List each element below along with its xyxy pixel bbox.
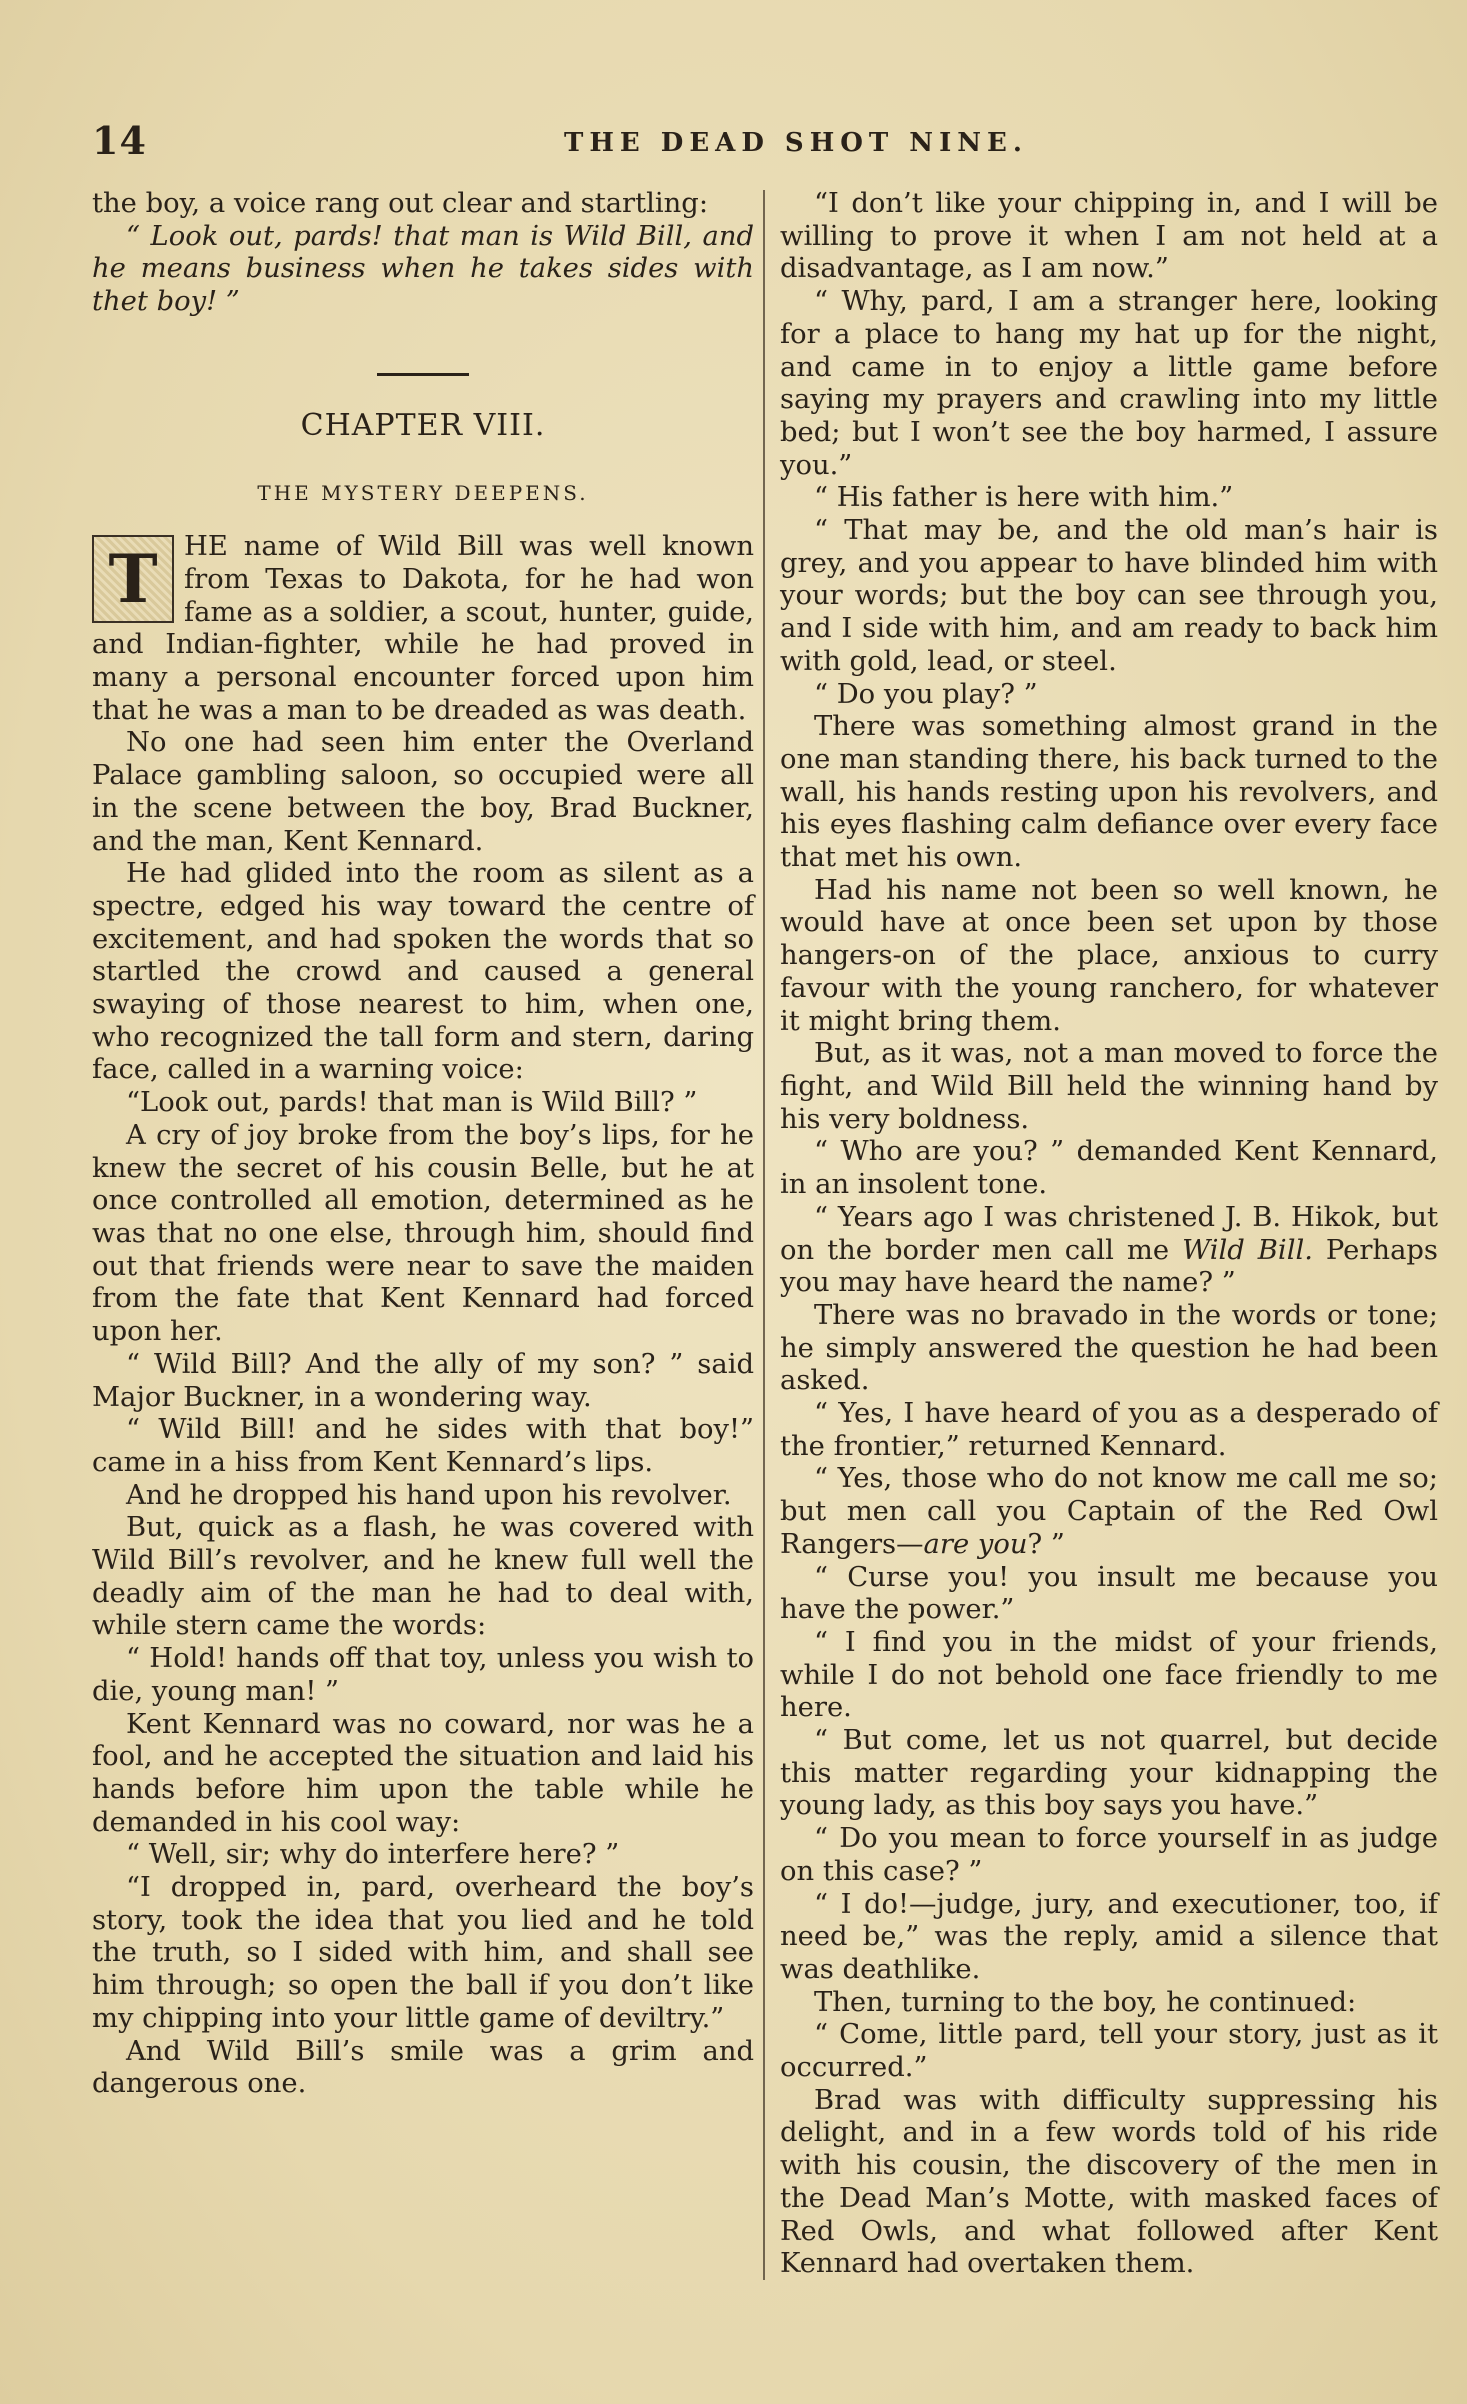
right-column xyxy=(780,188,1438,2281)
paragraph: “ Wild Bill? And the ally of my son? ” said Major Buckner, in a wondering way. xyxy=(92,1348,754,1413)
paragraph: “Look out, pards! that man is Wild Bill? ” xyxy=(126,1087,698,1119)
paragraph: “ Do you play? ” xyxy=(814,678,1038,710)
paragraph: And he dropped his hand upon his revolver. xyxy=(126,1479,732,1511)
paragraph: There was something almost grand in the one man standing there, his back turned to the wall, his hands resting upon his revolvers, and his eyes flashing calm defiance over every face that met his own. xyxy=(780,711,1438,874)
paragraph: “I dropped in, pard, overheard the boy’s story, took the idea that you lied and he told the truth, so I sided with him, and shall see him through; so open the ball if you don’t like my chipping into your little game of deviltry.” xyxy=(92,1872,754,2034)
paragraph: “ Come, little pard, tell your story, just as it occurred.” xyxy=(780,2019,1438,2084)
paragraph: But, as it was, not a man moved to force the fight, and Wild Bill held the winning hand by his very boldness. xyxy=(780,1038,1438,1135)
paragraph: “ But come, let us not quarrel, but decide this matter regarding your kidnapping the young lady, as this boy says you have.” xyxy=(780,1725,1438,1822)
paragraph: Then, turning to the boy, he continued: xyxy=(814,1986,1357,2018)
opening-paragraph xyxy=(92,531,754,727)
left-column xyxy=(92,188,754,2101)
running-title: THE DEAD SHOT NINE. xyxy=(564,128,1028,158)
paragraph: the boy, a voice rang out clear and startling: xyxy=(92,188,709,219)
text-run: ? ” xyxy=(1027,1528,1065,1560)
paragraph: “ Curse you! you insult me because you have the power.” xyxy=(780,1561,1438,1626)
paragraph: And Wild Bill’s smile was a grim and dangerous one. xyxy=(92,2035,754,2100)
paragraph: HE name of Wild Bill was well known from Texas to Dakota, for he had won fame as a soldier, a scout, hunter, guide, and Indian-fighter, while he had proved in many a personal encounter forced upon him that he was a man to be dreaded as was death. xyxy=(92,531,754,726)
drop-cap: T xyxy=(92,535,174,623)
paragraph: “ Well, sir; why do interfere here? ” xyxy=(126,1839,620,1871)
paragraph: There was no bravado in the words or tone; he simply answered the question he had been asked. xyxy=(780,1299,1438,1397)
text-run: “ Yes, those who do not know me call me so; but men call you Captain of the Red Owl Rangers— xyxy=(780,1463,1438,1560)
italic-emphasis: are you xyxy=(923,1528,1028,1560)
paragraph: Kent Kennard was no coward, nor was he a fool, and he accepted the situation and laid his hands before him upon the table while he demanded in his cool way: xyxy=(92,1708,754,1838)
paragraph xyxy=(780,1202,1438,1300)
paragraph: “ Hold! hands off that toy, unless you wish to die, young man! ” xyxy=(92,1643,754,1707)
chapter-subtitle: THE MYSTERY DEEPENS. xyxy=(257,480,589,505)
paragraph xyxy=(780,1463,1438,1561)
paragraph: “ Wild Bill! and he sides with that boy!” came in a hiss from Kent Kennard’s lips. xyxy=(92,1414,754,1478)
italic-quote: “ Look out, pards! that man is Wild Bill, and he means business when he takes sides with thet boy! ” xyxy=(92,220,754,318)
page-header xyxy=(92,118,1432,168)
paragraph: “ Yes, I have heard of you as a desperado of the frontier,” returned Kennard. xyxy=(780,1398,1438,1462)
section-divider xyxy=(377,373,469,376)
paragraph: But, quick as a flash, he was covered with Wild Bill’s revolver, and he knew full well the deadly aim of the man he had to deal with, while stern came the words: xyxy=(92,1512,754,1642)
paragraph: No one had seen him enter the Overland Palace gambling saloon, so occupied were all in the scene between the boy, Brad Buckner, and the man, Kent Kennard. xyxy=(92,727,754,857)
paragraph: Had his name not been so well known, he would have at once been set upon by those hangers-on of the place, anxious to curry favour with the young ranchero, for whatever it might bring them. xyxy=(780,874,1438,1037)
paragraph: “ I do!—judge, jury, and executioner, too, if need be,” was the reply, amid a silence that was deathlike. xyxy=(780,1888,1438,1985)
paragraph: “ That may be, and the old man’s hair is grey, and you appear to have blinded him with your words; but the boy can see through you, and I side with him, and am ready to back him with gold, lead, or steel. xyxy=(780,515,1438,677)
italic-name: Wild Bill. xyxy=(1182,1234,1313,1266)
paragraph: Brad was with difficulty suppressing his delight, and in a few words told of his ride with his cousin, the discovery of the men in the Dead Man’s Motte, with masked faces of Red Owls, and what followed after Kent Kennard had overtaken them. xyxy=(780,2084,1438,2280)
paragraph: “ Who are you? ” demanded Kent Kennard, in an insolent tone. xyxy=(780,1136,1438,1201)
paragraph: “I don’t like your chipping in, and I will be willing to prove it when I am not held at a disadvantage, as I am now.” xyxy=(780,188,1438,285)
column-rule xyxy=(763,190,765,2280)
text-run: “ Years ago I was christened J. B. Hikok, but on the border men call me xyxy=(780,1201,1438,1266)
paragraph: “ His father is here with him.” xyxy=(814,482,1234,514)
paragraph: “ Why, pard, I am a stranger here, looking for a place to hang my hat up for the night, and came in to enjoy a little game before saying my prayers and crawling into my little bed; but I won’t see the boy harmed, I assure you.” xyxy=(780,286,1438,481)
chapter-title: CHAPTER VIII. xyxy=(300,407,546,443)
paragraph: “ I find you in the midst of your friends, while I do not behold one face friendly to me here. xyxy=(780,1626,1438,1724)
paragraph: He had glided into the room as silent as a spectre, edged his way toward the centre of excitement, and had spoken the words that so startled the crowd and caused a general swaying of those nearest to him, when one, who recognized the tall form and stern, daring face, called in a warning voice: xyxy=(92,858,754,1086)
paragraph: “ Do you mean to force yourself in as judge on this case? ” xyxy=(780,1823,1438,1887)
paragraph: A cry of joy broke from the boy’s lips, for he knew the secret of his cousin Belle, but he at once controlled all emotion, determined as he was that no one else, through him, should find out that friends were near to save the maiden from the fate that Kent Kennard had forced upon her. xyxy=(92,1119,754,1348)
page-number: 14 xyxy=(92,118,147,163)
text-run: Perhaps you may have heard the name? ” xyxy=(780,1234,1438,1299)
